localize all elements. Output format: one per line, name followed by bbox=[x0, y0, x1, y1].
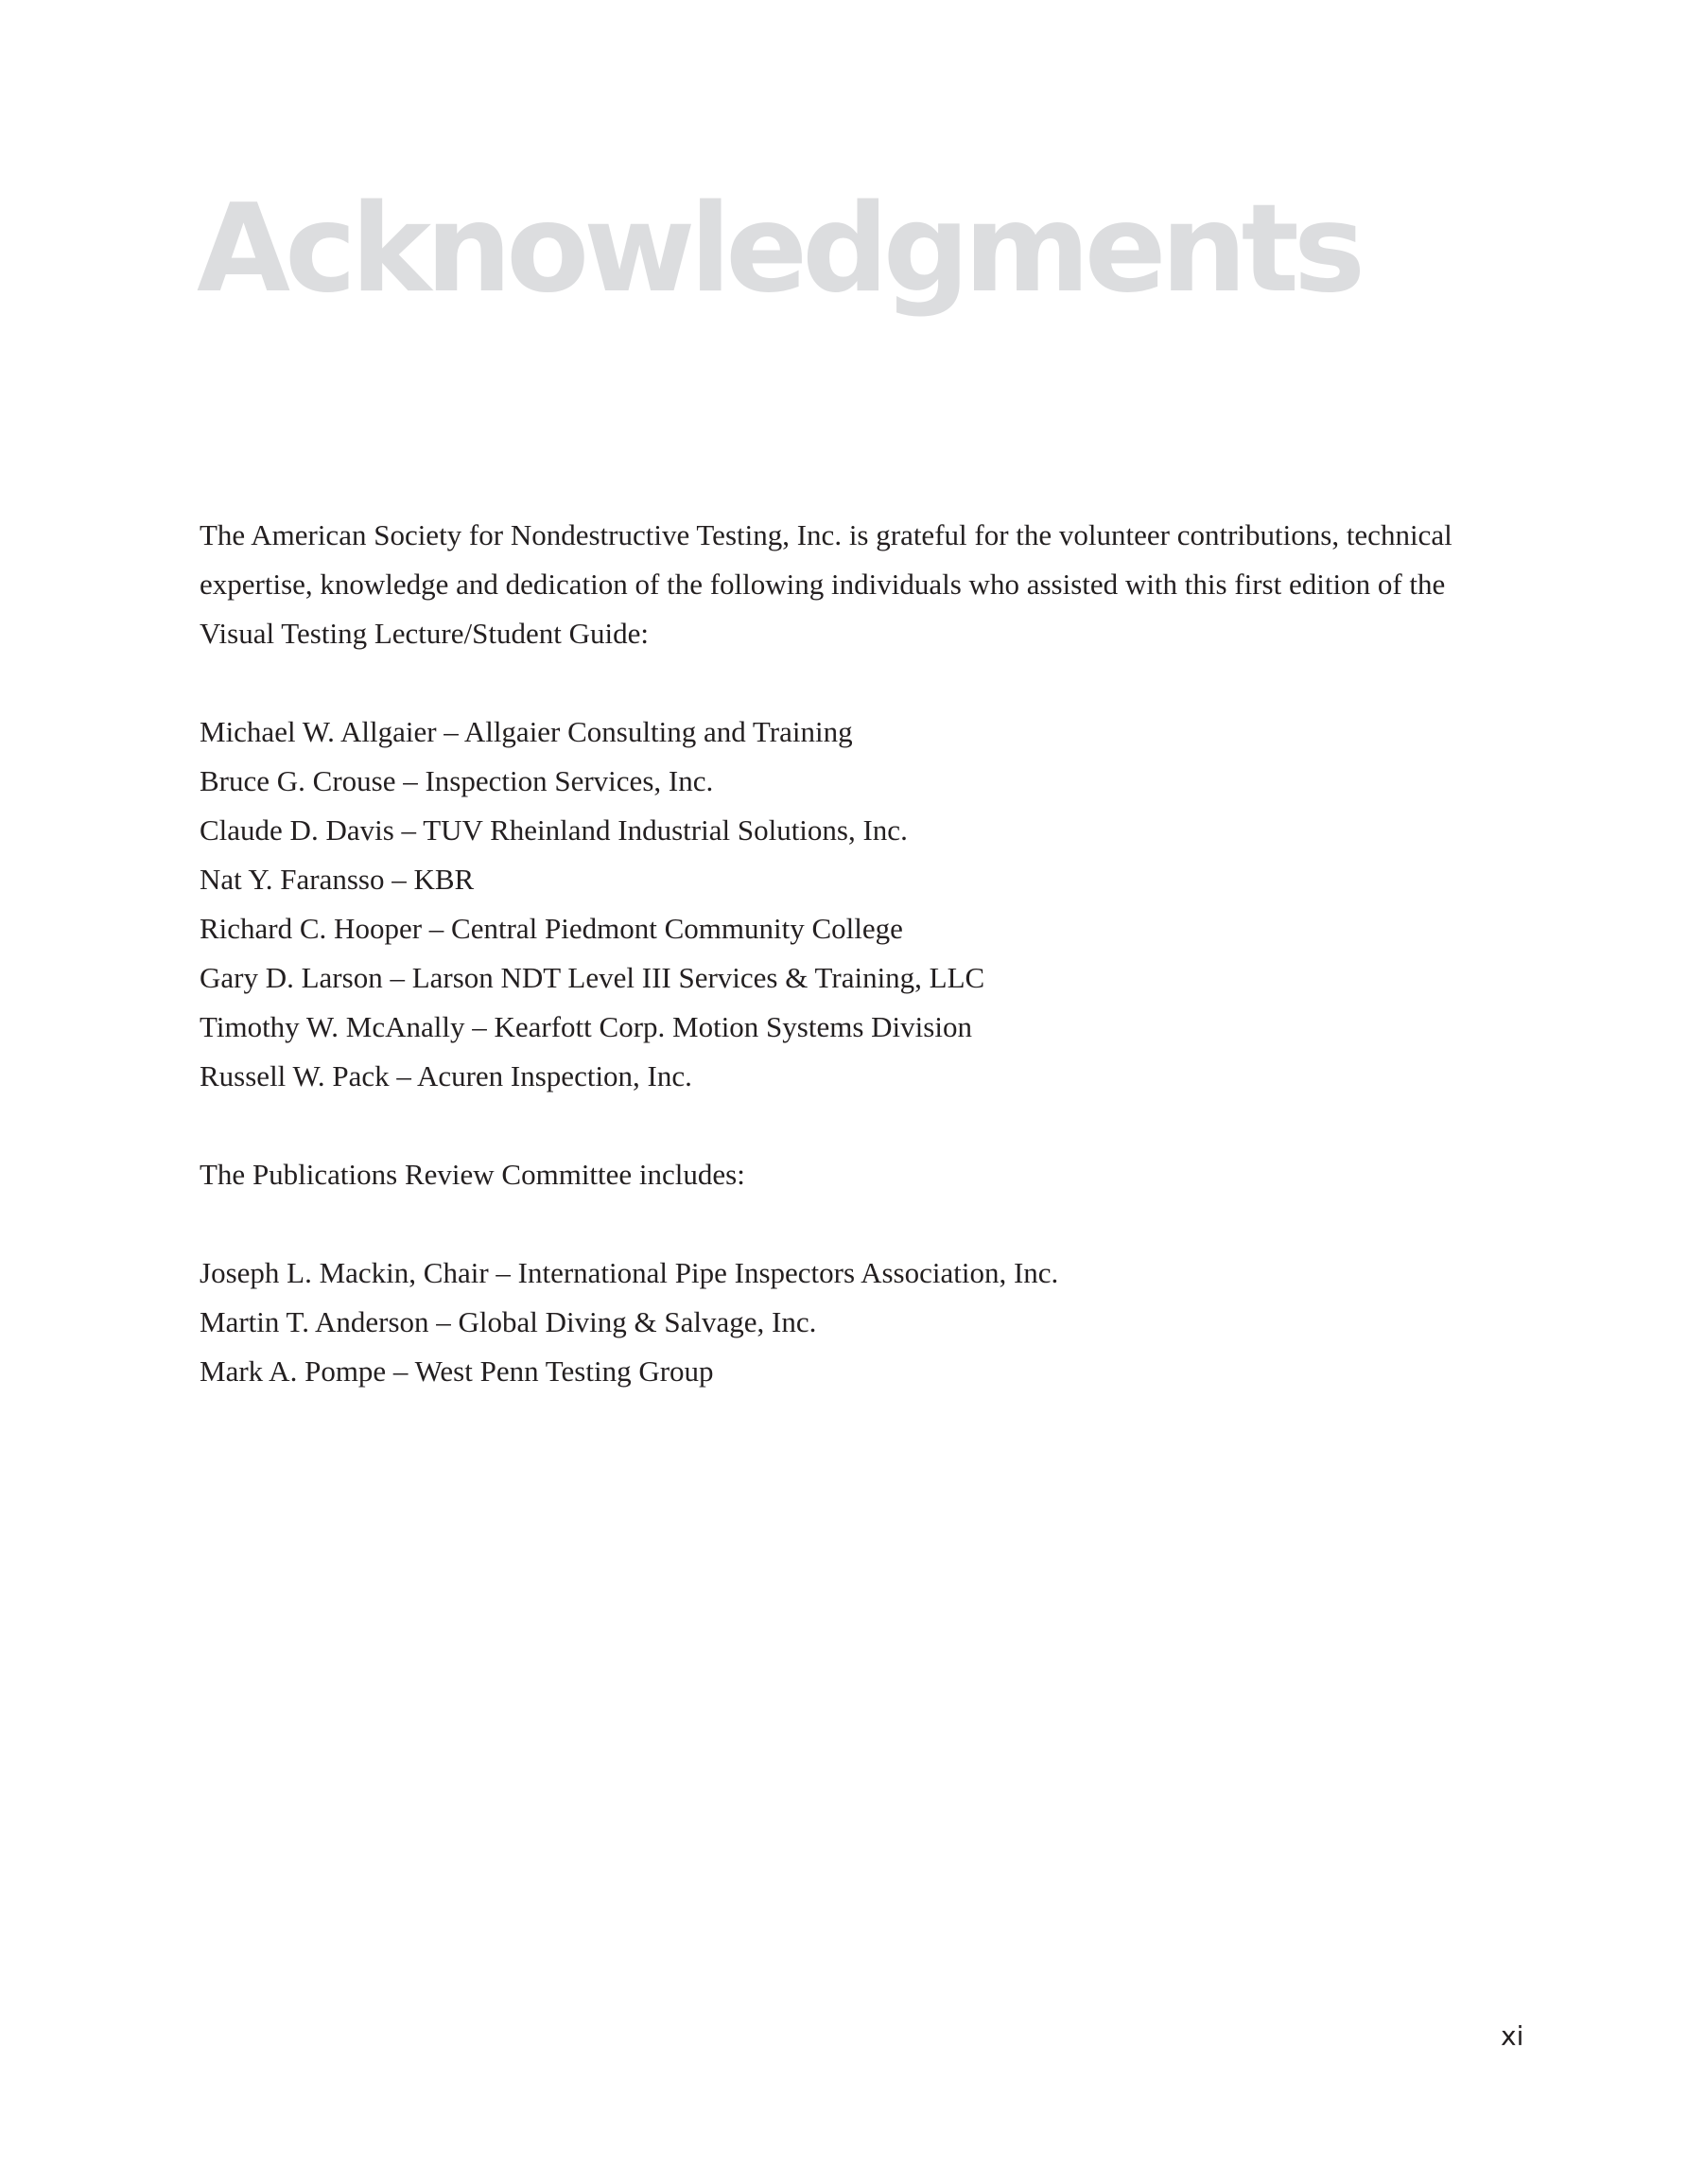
committee-list bbox=[200, 1249, 1523, 1396]
contributor-item: Michael W. Allgaier – Allgaier Consulting and Training bbox=[200, 715, 853, 748]
page-title: Acknowledgments bbox=[197, 179, 1360, 320]
intro-paragraph: The American Society for Nondestructive Testing, Inc. is grateful for the volunteer contributions, technical expertise, knowledge and dedication of the following individuals who assisted with this first edition of the Visual Testing Lecture/Student Guide: bbox=[200, 518, 1452, 650]
acknowledgments-body bbox=[200, 511, 1523, 1445]
contributor-item: Gary D. Larson – Larson NDT Level III Services & Training, LLC bbox=[200, 961, 985, 994]
contributor-item: Nat Y. Faransso – KBR bbox=[200, 863, 475, 896]
contributor-item: Russell W. Pack – Acuren Inspection, Inc. bbox=[200, 1059, 692, 1092]
contributor-list bbox=[200, 708, 1523, 1101]
committee-member: Martin T. Anderson – Global Diving & Salvage, Inc. bbox=[200, 1305, 817, 1338]
committee-heading: The Publications Review Committee includes: bbox=[200, 1158, 745, 1191]
committee-member: Joseph L. Mackin, Chair – International Pipe Inspectors Association, Inc. bbox=[200, 1256, 1059, 1289]
contributor-item: Richard C. Hooper – Central Piedmont Community College bbox=[200, 912, 903, 945]
contributor-item: Bruce G. Crouse – Inspection Services, Inc. bbox=[200, 764, 714, 797]
committee-member: Mark A. Pompe – West Penn Testing Group bbox=[200, 1354, 714, 1388]
contributor-item: Claude D. Davis – TUV Rheinland Industrial Solutions, Inc. bbox=[200, 813, 908, 847]
page-number: xi bbox=[1501, 2020, 1524, 2052]
contributor-item: Timothy W. McAnally – Kearfott Corp. Motion Systems Division bbox=[200, 1010, 972, 1043]
